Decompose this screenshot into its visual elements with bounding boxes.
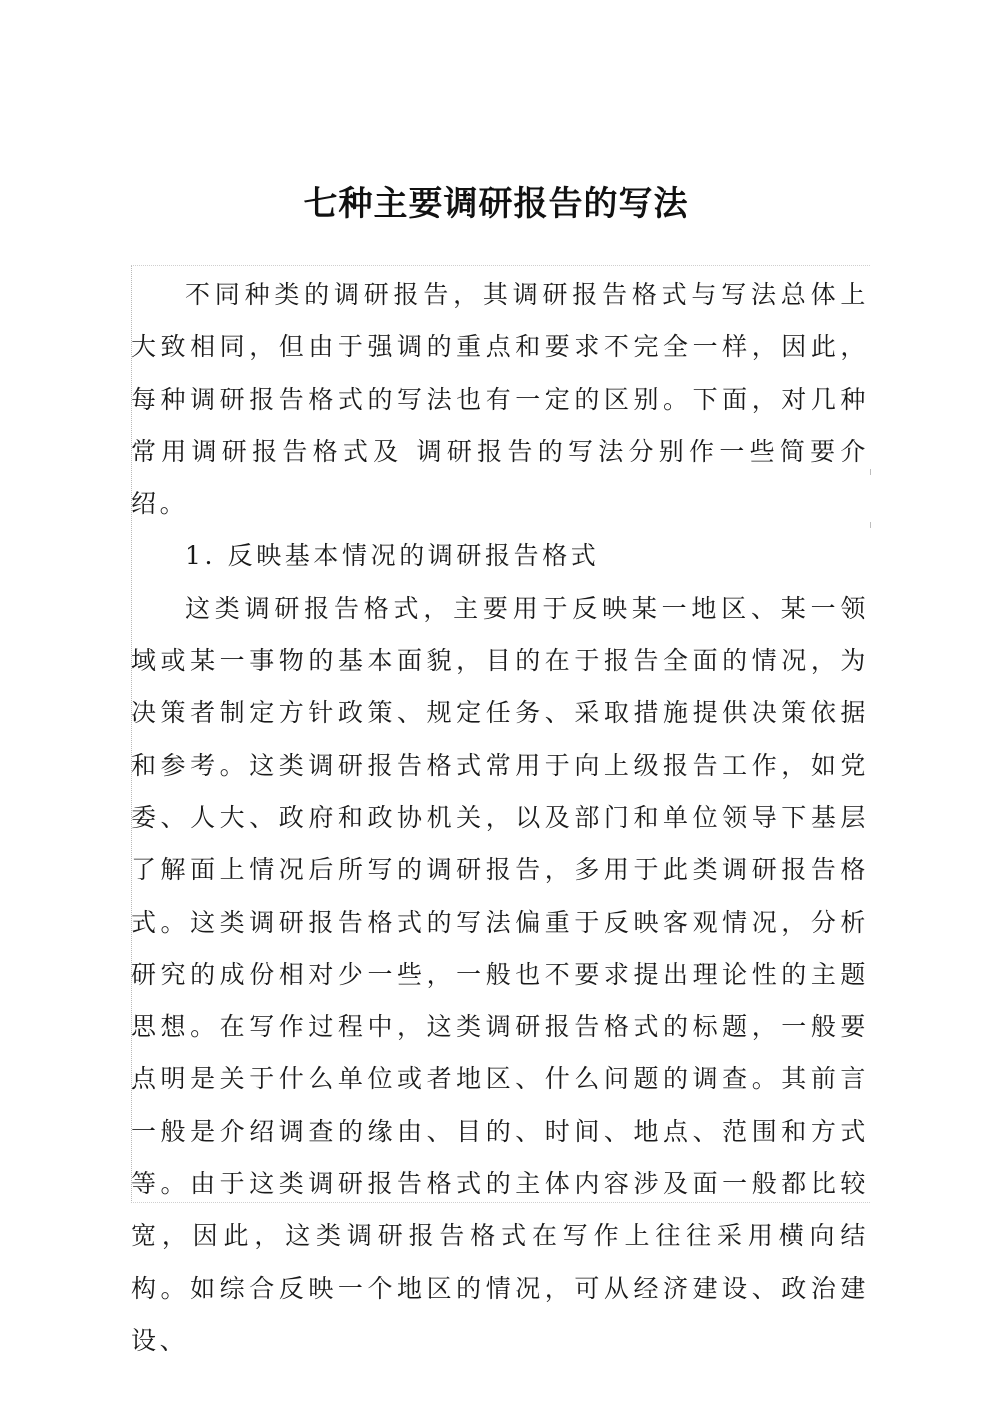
document-title: 七种主要调研报告的写法 bbox=[303, 184, 689, 224]
margin-tick bbox=[870, 522, 871, 528]
intro-paragraph: 不同种类的调研报告，其调研报告格式与写法总体上大致相同，但由于强调的重点和要求不完全一样，因此，每种调研报告格式的写法也有一定的区别。下面，对几种常用调研报告格式及 调研报告的写法分别作一些简要介绍。 bbox=[131, 280, 869, 519]
section-heading: 1. 反映基本情况的调研报告格式 bbox=[185, 541, 600, 571]
body-paragraph: 这类调研报告格式，主要用于反映某一地区、某一领域或某一事物的基本面貌，目的在于报告全面的情况，为决策者制定方针政策、规定任务、采取措施提供决策依据和参考。这类调研报告格式常用于向上级报告工作，如党委、人大、政府和政协机关，以及部门和单位领导下基层了解面上情况后所写的调研报告，多用于此类调研报告格式。这类调研报告格式的写法偏重于反映客观情况，分析研究的成份相对少一些，一般也不要求提出理论性的主题思想。在写作过程中，这类调研报告格式的标题，一般要点明是关于什么单位或者地区、什么问题的调查。其前言一般是介绍调查的缘由、目的、时间、地点、范围和方式等。由于这类调研报告格式的主体内容涉及面一般都比较宽，因此，这类调研报告格式在写作上往往采用横向结构。如综合反映一个地区的情况，可从经济建设、政治建设、 bbox=[131, 593, 869, 1355]
document-body bbox=[131, 269, 869, 1367]
margin-tick bbox=[870, 469, 871, 475]
